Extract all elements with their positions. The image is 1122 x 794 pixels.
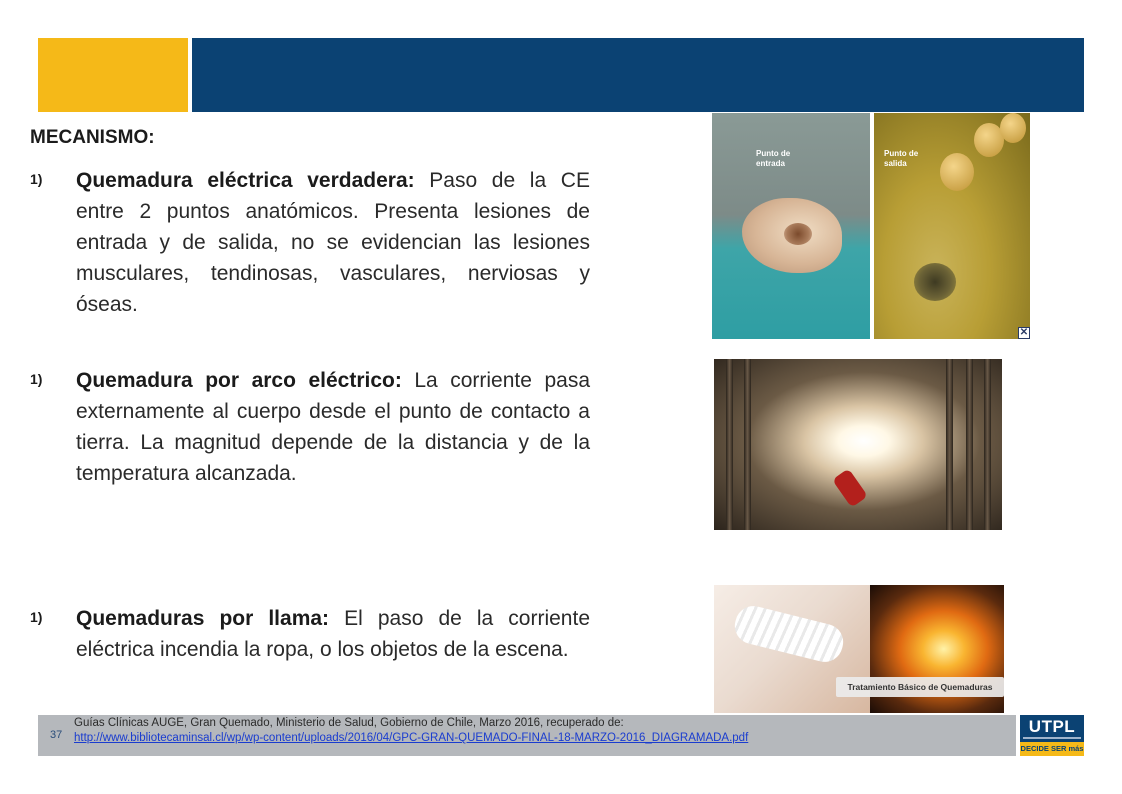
list-item	[30, 165, 590, 320]
list-item-title: Quemadura por arco eléctrico:	[76, 369, 402, 392]
entry-point-label: Punto de entrada	[756, 149, 791, 168]
reference-text	[74, 716, 1014, 746]
list-item-number: 1)	[30, 371, 43, 387]
electric-arc-photo	[714, 359, 1002, 530]
list-item-text	[76, 603, 590, 665]
logo-tagline: DECIDE SER más	[1020, 742, 1084, 756]
logo-wordmark: UTPL	[1028, 717, 1076, 736]
exit-wound	[914, 263, 956, 301]
list-item-number: 1)	[30, 609, 43, 625]
reference-link[interactable]: http://www.bibliotecaminsal.cl/wp/wp-content/uploads/2016/04/GPC-GRAN-QUEMADO-FINAL-18-MARZO-2016_DIAGRAMADA.pdf	[74, 732, 749, 744]
pipe-shape	[726, 359, 733, 530]
slide-heading: MECANISMO:	[30, 127, 155, 148]
header-accent-bar	[38, 38, 188, 112]
utpl-logo	[1020, 715, 1084, 756]
list-item-text	[76, 365, 590, 489]
header-title-bar	[192, 38, 1084, 112]
list-item	[30, 365, 590, 489]
pipe-shape	[984, 359, 991, 530]
list-item-body: La corriente pasa externamente al cuerpo desde el punto de contacto a tierra. La magnitud depende de la distancia y de la temperatura alcanzada.	[76, 369, 590, 485]
bandage-shape	[731, 602, 847, 665]
flame-burn-photo	[714, 585, 1004, 713]
pipe-shape	[744, 359, 751, 530]
electric-burn-photo	[712, 113, 1030, 339]
toe-shape	[940, 153, 974, 191]
entry-wound-photo	[712, 113, 870, 339]
exit-wound-photo	[874, 113, 1030, 339]
entry-wound	[784, 223, 812, 245]
list-item	[30, 603, 590, 665]
list-item-title: Quemadura eléctrica verdadera:	[76, 169, 415, 192]
toe-shape	[1000, 113, 1026, 143]
logo-divider	[1023, 737, 1081, 739]
list-item-number: 1)	[30, 171, 43, 187]
list-item-body: Paso de la CE entre 2 puntos anatómicos. Presenta lesiones de entrada y de salida, no se evidencian las lesiones musculares, tendinosas, vasculares, nerviosas y óseas.	[76, 169, 590, 316]
reference-citation: Guías Clínicas AUGE, Gran Quemado, Ministerio de Salud, Gobierno de Chile, Marzo 2016, recuperado de:	[74, 717, 624, 729]
photo-caption: Tratamiento Básico de Quemaduras	[836, 677, 1004, 697]
exit-point-label: Punto de salida	[884, 149, 919, 168]
list-item-text	[76, 165, 590, 320]
list-item-body: El paso de la corriente eléctrica incendia la ropa, o los objetos de la escena.	[76, 607, 590, 661]
pipe-shape	[946, 359, 953, 530]
fire-extinguisher-shape	[832, 468, 868, 507]
close-icon[interactable]: ✕	[1019, 327, 1029, 338]
pipe-shape	[966, 359, 973, 530]
list-item-title: Quemaduras por llama:	[76, 607, 330, 630]
page-number: 37	[50, 729, 63, 741]
